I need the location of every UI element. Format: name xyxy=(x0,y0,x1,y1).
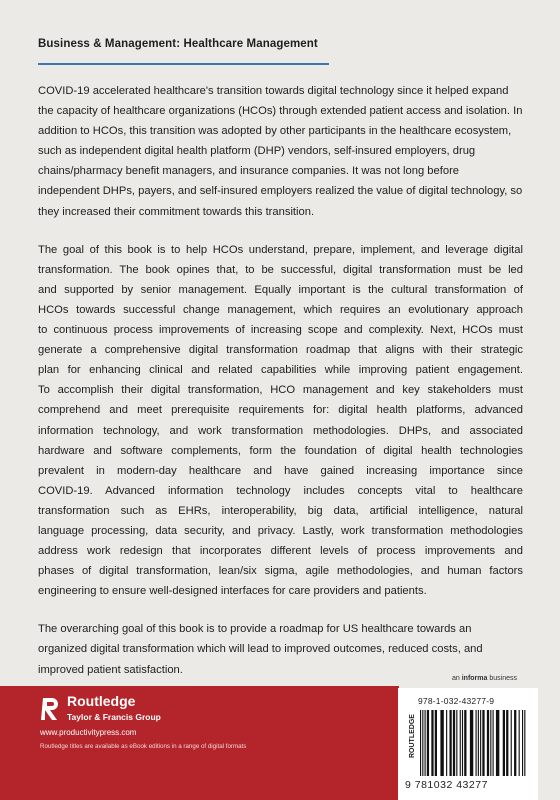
barcode-bar xyxy=(440,710,443,776)
blurb-line: and supported by senior management. Equally important is the cultural transformation of xyxy=(38,283,523,296)
barcode-bar xyxy=(470,710,473,776)
barcode-bar xyxy=(487,710,489,776)
blurb-line: phases of digital transformation, lean/six sigma, agile methodologies, and human factors xyxy=(38,565,523,578)
routledge-logo-icon xyxy=(40,696,62,722)
blurb xyxy=(38,81,523,680)
blurb-line: transformation such as EHRs, interoperability, big data, artificial intelligence, natural xyxy=(38,504,523,517)
blurb-line: language processing, data security, and privacy. Lastly, work transformation methodologies xyxy=(38,524,523,537)
barcode-bar xyxy=(422,710,423,776)
publisher-url: www.productivitypress.com xyxy=(40,728,137,737)
barcode-bar xyxy=(425,710,426,776)
barcode-bar xyxy=(511,710,512,776)
blurb-line: engineering to ensure well-designed interfaces for care providers and patients. xyxy=(38,585,427,598)
barcode-bar xyxy=(524,710,525,776)
blurb-line: to continuous process improvements of increasing scope and complexity. Next, HCOs must xyxy=(38,324,523,337)
blurb-line: information technology, and work transformation methodologies. DHPs, and associated xyxy=(38,424,523,437)
barcode-bar xyxy=(493,710,494,776)
barcode-bar xyxy=(420,710,421,776)
barcode-bar xyxy=(446,710,447,776)
publisher-group: Taylor & Francis Group xyxy=(67,712,161,722)
barcode-bar xyxy=(522,710,523,776)
barcode-bar xyxy=(503,710,505,776)
barcode-bar xyxy=(449,710,451,776)
blurb-line: The goal of this book is to help HCOs understand, prepare, implement, and leverage digital xyxy=(38,243,523,256)
blurb-line: transformation. The book opines that, to be successful, digital transformation must be led xyxy=(38,263,523,276)
blurb-line: To accomplish their digital transformation, HCO management and key stakeholders must xyxy=(38,384,523,397)
barcode-bar xyxy=(478,710,479,776)
blurb-line: generate a comprehensive digital transformation roadmap that aligns with their strategic xyxy=(38,344,523,357)
isbn-label: 978-1-032-43277-9 xyxy=(418,696,495,706)
blurb-paragraph-3: The overarching goal of this book is to provide a roadmap for US healthcare towards an organized digital transformation which will lead to improved outcomes, reduced costs, and improved patient satisfaction. xyxy=(38,623,483,676)
blurb-line: comprehend and meet prerequisite requirements for: digital health platforms, advanced xyxy=(38,404,523,417)
barcode-bar xyxy=(456,710,457,776)
barcode-bar xyxy=(506,710,508,776)
publisher-note: Routledge titles are available as eBook editions in a range of digital formats xyxy=(40,743,247,750)
blurb-line: COVID-19. Advanced information technology includes concepts vital to healthcare xyxy=(38,484,523,497)
isbn-number: 9 781032 43277 xyxy=(405,779,488,791)
barcode-bar xyxy=(462,710,463,776)
barcode-bar xyxy=(431,710,433,776)
barcode-bar xyxy=(464,710,466,776)
barcode-bar xyxy=(460,710,461,776)
barcode-bar xyxy=(427,710,429,776)
barcode-bar xyxy=(490,710,491,776)
barcode-bar xyxy=(519,710,520,776)
blurb-line: prevalent in modern-day healthcare and have gained increasing importance since xyxy=(38,464,523,477)
series-title: Business & Management: Healthcare Management xyxy=(38,38,318,50)
barcode-bar xyxy=(476,710,477,776)
barcode-bar xyxy=(482,710,484,776)
barcode-bar xyxy=(514,710,516,776)
barcode-bar xyxy=(496,710,499,776)
barcode-bar xyxy=(453,710,455,776)
barcode-bar xyxy=(480,710,481,776)
informa-brand: informa xyxy=(461,675,488,682)
barcode-bar xyxy=(435,710,437,776)
spine-logo-text: ROUTLEDGE xyxy=(409,714,416,758)
blurb-line: address work redesign that incorporates different levels of process improvements and xyxy=(38,545,523,558)
publisher-name: Routledge xyxy=(67,693,136,709)
informa-tagline xyxy=(452,675,517,682)
blurb-paragraph-2 xyxy=(38,240,523,602)
blurb-line: plan for enhancing clinical and related capabilities while improving patient engagement. xyxy=(38,364,523,377)
informa-suffix: business xyxy=(487,675,517,682)
blurb-line: hardware and software complements, form the foundation of digital health technologies xyxy=(38,444,523,457)
blurb-paragraph-1: COVID-19 accelerated healthcare's transition towards digital technology since it helped expand the capacity of healthcare organizations (HCOs) through extended patient access and isolation. In addition to HCOs, this transition was adopted by other participants in the healthcare ecosystem, such as independent digital health platform (DHP) vendors, self-insured employers, drug chains/pharmacy benefit managers, and insurance companies. It was not long before independent DHPs, payers, and self-insured employers realized the value of digital technology, so they increased their commitment towards this transition. xyxy=(38,85,523,218)
informa-prefix: an xyxy=(452,675,462,682)
blurb-line: HCOs towards successful change management, which requires an evolutionary approach xyxy=(38,303,523,316)
barcode xyxy=(404,710,534,778)
header-rule xyxy=(38,63,329,65)
